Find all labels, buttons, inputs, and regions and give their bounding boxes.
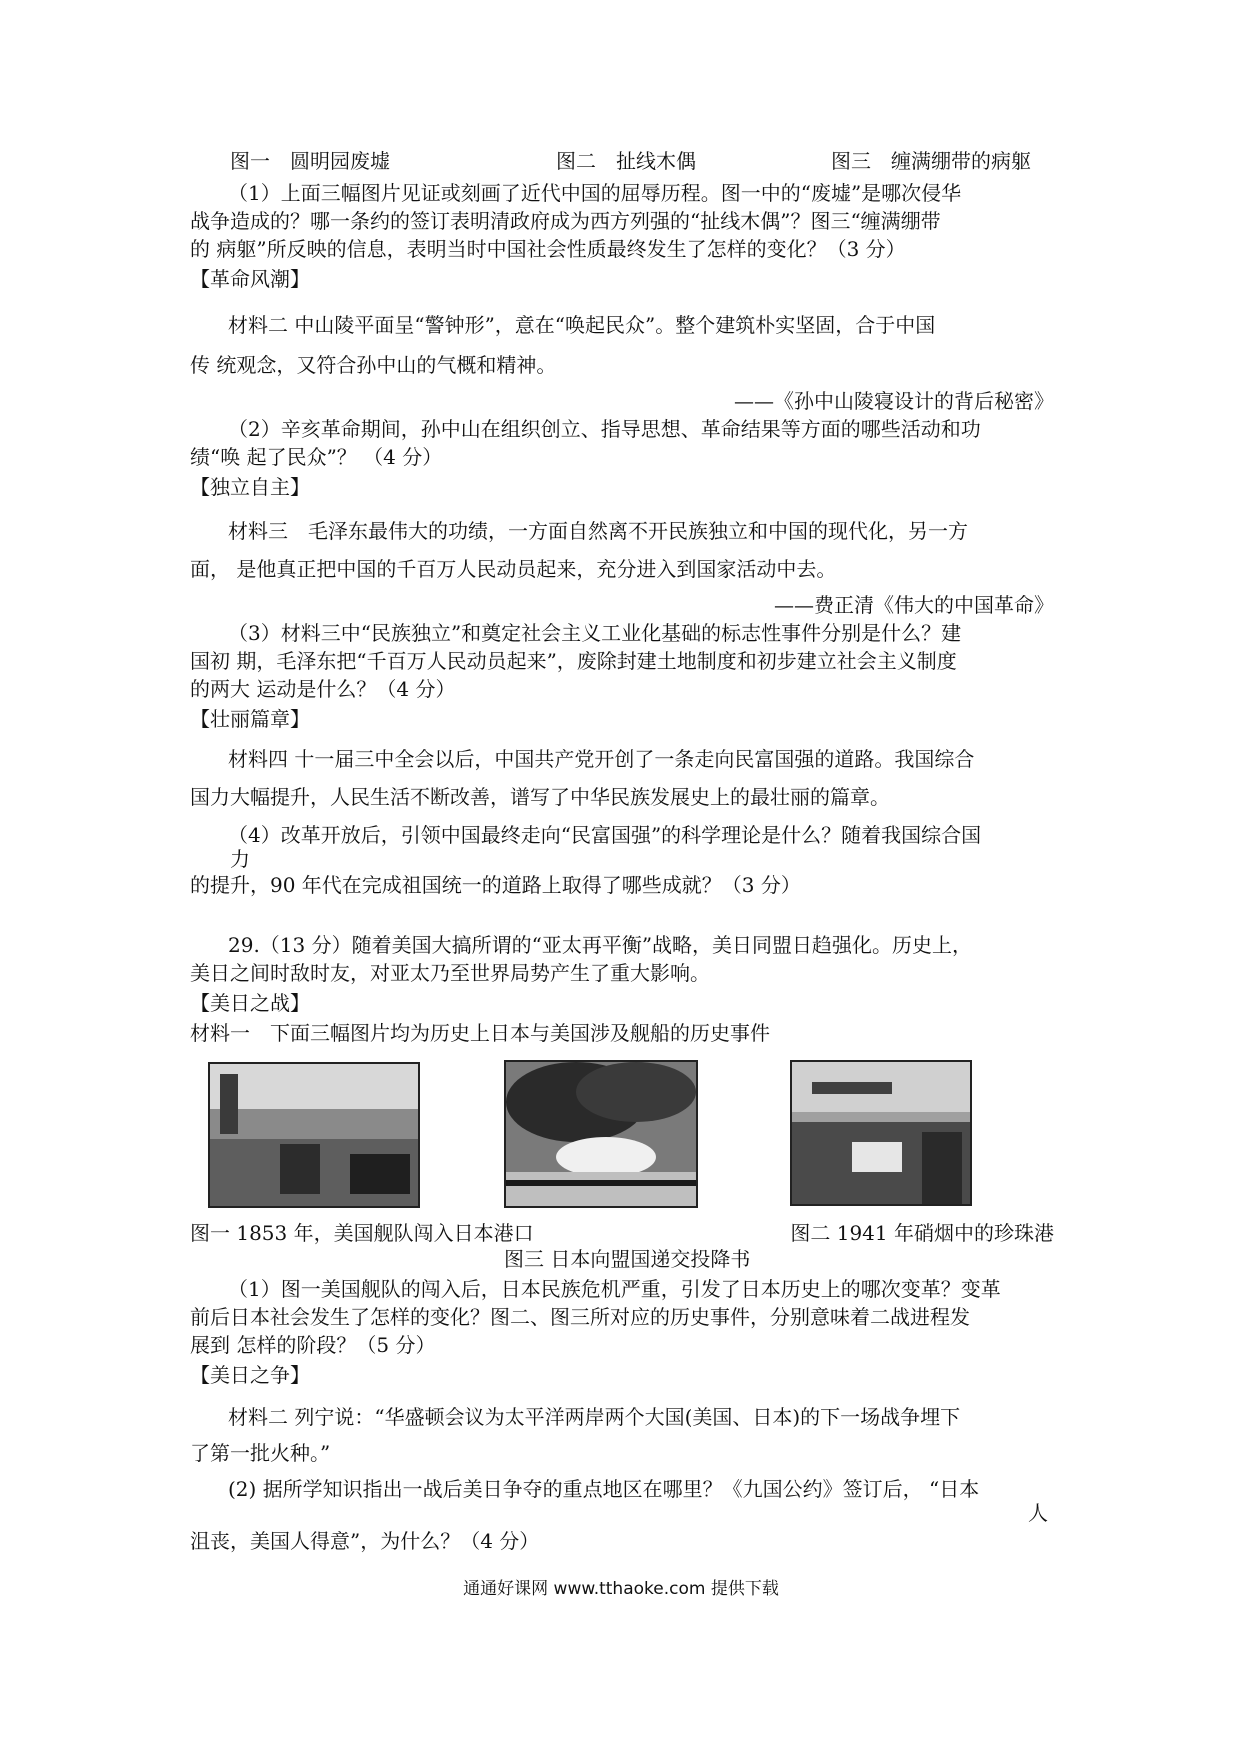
- photo-pearl-harbor-image: [506, 1062, 696, 1206]
- photo-perry-fleet: [208, 1062, 420, 1208]
- section-meiri-zhizheng: 【美日之争】: [190, 1363, 310, 1387]
- q2-line-2: 绩“唤 起了民众”？ （4 分）: [190, 445, 443, 469]
- q1-line-2: 战争造成的？哪一条约的签订表明清政府成为西方列强的“扯线木偶”？图三“缠满绷带: [190, 209, 941, 233]
- q1-line-1: （1）上面三幅图片见证或刻画了近代中国的屈辱历程。图一中的“废墟”是哪次侵华: [228, 181, 962, 205]
- caption-fig3-surrender: 图三 日本向盟国递交投降书: [504, 1247, 751, 1271]
- caption-fig2-1941: 图二 1941 年硝烟中的珍珠港: [790, 1221, 1054, 1245]
- q29-line-1: 29.（13 分）随着美国大搞所谓的“亚太再平衡”战略，美日同盟日趋强化。历史上，: [228, 933, 973, 957]
- photo-pearl-harbor: [504, 1060, 698, 1208]
- q4-line-2: 力: [230, 847, 250, 871]
- q3-line-3: 的两大 运动是什么？（4 分）: [190, 677, 456, 701]
- download-footer: 通通好课网 www.tthaoke.com 提供下载: [463, 1579, 779, 1599]
- caption-sick-body: 图三 缠满绷带的病躯: [831, 149, 1031, 173]
- material-2-line-2: 传 统观念，又符合孙中山的气概和精神。: [190, 353, 557, 377]
- photo-japan-surrender: [790, 1060, 972, 1206]
- q29-2-line-2: 人: [1028, 1501, 1048, 1525]
- q29-2-line-1: (2) 据所学知识指出一战后美日争夺的重点地区在哪里？《九国公约》签订后， “日本: [228, 1477, 980, 1501]
- caption-yuanmingyuan: 图一 圆明园废墟: [230, 149, 390, 173]
- q29-line-2: 美日之间时敌时友，对亚太乃至世界局势产生了重大影响。: [190, 961, 710, 985]
- material-4-line-1: 材料四 十一届三中全会以后，中国共产党开创了一条走向民富国强的道路。我国综合: [228, 747, 975, 771]
- photo-japan-surrender-image: [792, 1062, 970, 1204]
- material-2-line-1: 材料二 中山陵平面呈“警钟形”，意在“唤起民众”。整个建筑朴实坚固，合于中国: [228, 313, 936, 337]
- material-3-source: ——费正清《伟大的中国革命》: [774, 593, 1054, 617]
- q29-material-2-line-1: 材料二 列宁说：“华盛顿会议为太平洋两岸两个大国(美国、日本)的下一场战争埋下: [228, 1405, 961, 1429]
- q29-1-line-2: 前后日本社会发生了怎样的变化？图二、图三所对应的历史事件，分别意味着二战进程发: [190, 1305, 970, 1329]
- section-zhuangli-pianzhang: 【壮丽篇章】: [190, 707, 310, 731]
- q3-line-2: 国初 期，毛泽东把“千百万人民动员起来”，废除封建土地制度和初步建立社会主义制度: [190, 649, 957, 673]
- q29-material-1: 材料一 下面三幅图片均为历史上日本与美国涉及舰船的历史事件: [190, 1021, 770, 1045]
- q29-2-line-3: 沮丧，美国人得意”，为什么？（4 分）: [190, 1529, 540, 1553]
- q29-1-line-3: 展到 怎样的阶段？（5 分）: [190, 1333, 436, 1357]
- q29-material-2-line-2: 了第一批火种。”: [190, 1441, 331, 1465]
- material-4-line-2: 国力大幅提升，人民生活不断改善，谱写了中华民族发展史上的最壮丽的篇章。: [190, 785, 890, 809]
- section-duli-zizhu: 【独立自主】: [190, 475, 310, 499]
- photo-perry-fleet-image: [210, 1064, 418, 1206]
- top-figure-captions: [190, 148, 1070, 174]
- q4-line-1: （4）改革开放后，引领中国最终走向“民富国强”的科学理论是什么？随着我国综合国: [228, 823, 982, 847]
- material-2-source: ——《孙中山陵寝设计的背后秘密》: [734, 389, 1054, 413]
- q29-1-line-1: （1）图一美国舰队的闯入后，日本民族危机严重，引发了日本历史上的哪次变革？变革: [228, 1277, 1001, 1301]
- section-meiri-zhizhan: 【美日之战】: [190, 991, 310, 1015]
- section-geming-fengchao: 【革命风潮】: [190, 267, 310, 291]
- material-3-line-1: 材料三 毛泽东最伟大的功绩，一方面自然离不开民族独立和中国的现代化，另一方: [228, 519, 968, 543]
- material-3-line-2: 面， 是他真正把中国的千百万人民动员起来，充分进入到国家活动中去。: [190, 557, 837, 581]
- caption-fig1-1853: 图一 1853 年，美国舰队闯入日本港口: [190, 1221, 534, 1245]
- q3-line-1: （3）材料三中“民族独立”和奠定社会主义工业化基础的标志性事件分别是什么？建: [228, 621, 962, 645]
- q1-line-3: 的 病躯”所反映的信息，表明当时中国社会性质最终发生了怎样的变化？（3 分）: [190, 237, 906, 261]
- q4-line-3: 的提升，90 年代在完成祖国统一的道路上取得了哪些成就？（3 分）: [190, 873, 801, 897]
- caption-puppet: 图二 扯线木偶: [556, 149, 696, 173]
- q2-line-1: （2）辛亥革命期间，孙中山在组织创立、指导思想、革命结果等方面的哪些活动和功: [228, 417, 981, 441]
